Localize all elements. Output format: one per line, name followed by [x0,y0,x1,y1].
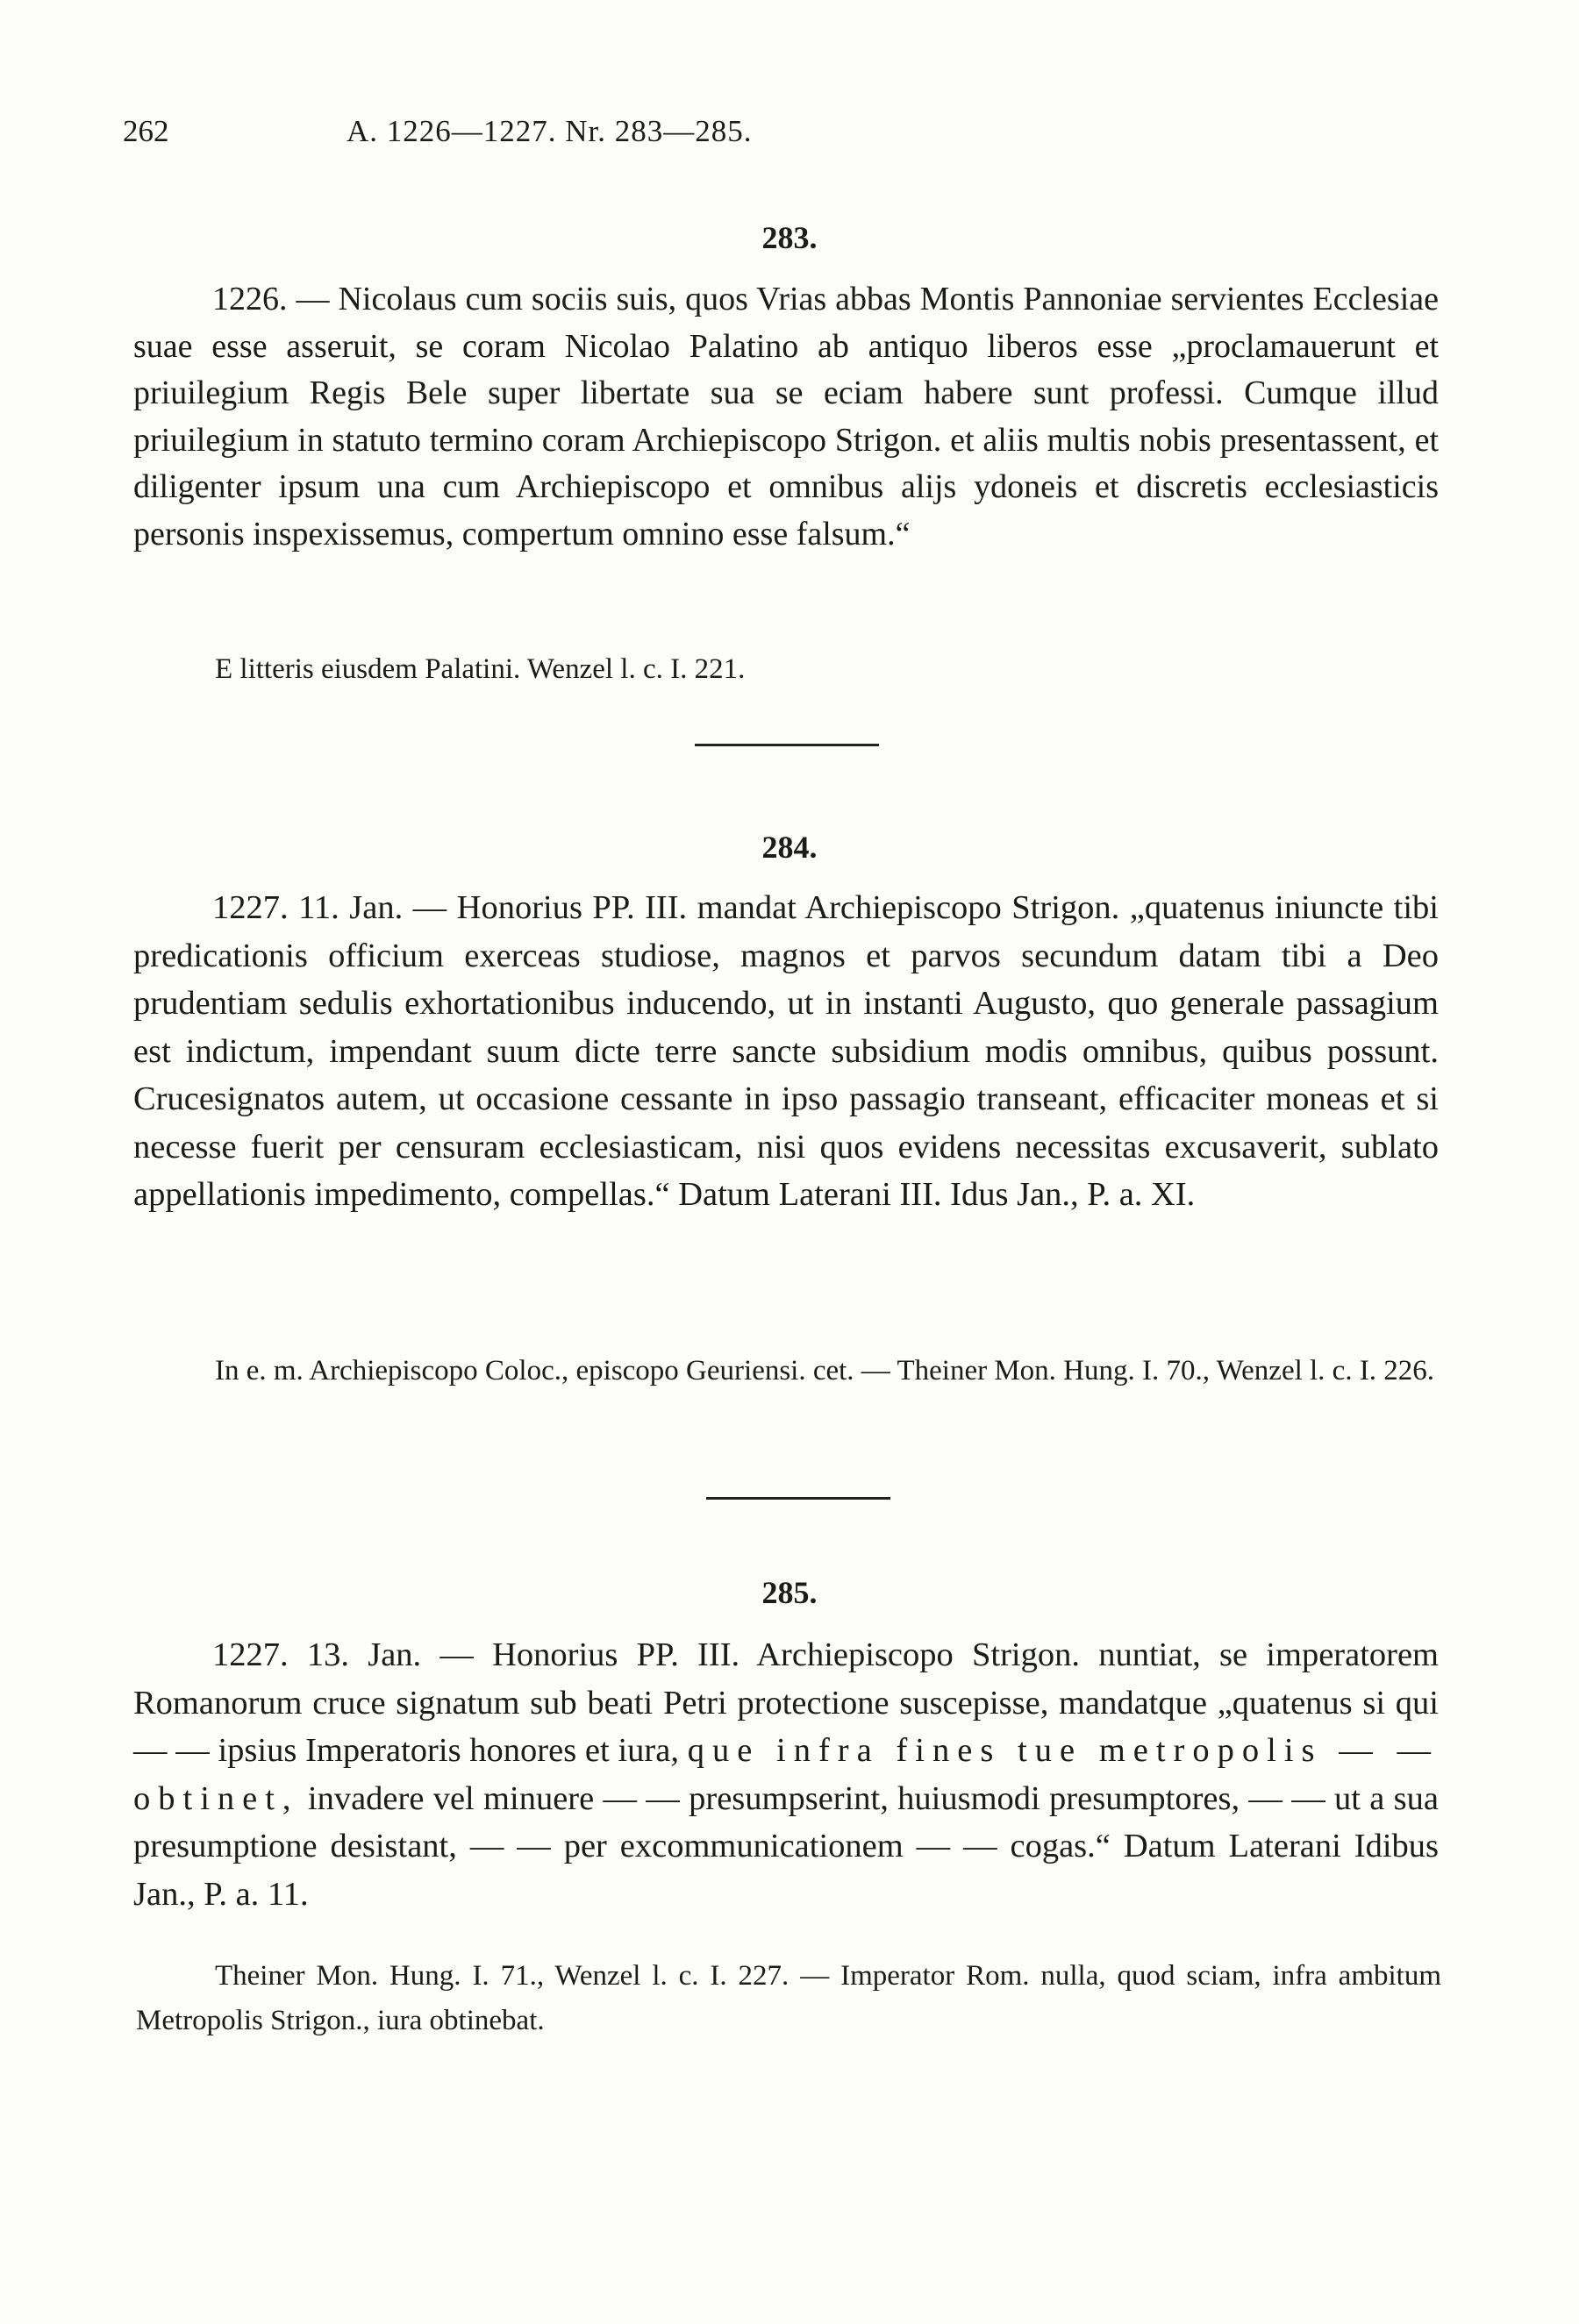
entry-text-284: 1227. 11. Jan. — Honorius PP. III. mandat Archiepiscopo Strigon. „quatenus iniuncte tibi predicationis officium exerceas studiose, magnos et parvos secundum datam tibi a Deo prudentiam sedulis exhortationibus inducendo, ut in instanti Augusto, quo generale passagium est indictum, impendant suum dicte terre sancte subsidium modis omnibus, quibus possunt. Crucesignatos autem, ut occasione cessante in ipso passagio transeant, efficaciter moneas et si necesse fuerit per censuram ecclesiasticam, nisi quos evidens necessitas excusaverit, sublato appellationis impedimento, compellas.“ Datum Laterani III. Idus Jan., P. a. XI. [133,889,1439,1213]
section-divider [706,1497,890,1500]
page-header [123,114,1456,158]
entry-text-285-part-a: 1227. 13. Jan. — Honorius PP. III. Archiepiscopo Strigon. nuntiat, se imperatorem Romanorum cruce signatum sub beati Petri protectione suscepisse, mandatque „quatenus si qui — — ipsius Imperatoris honores et iura, [133,1636,1439,1769]
page-number: 262 [123,114,169,148]
entry-source-284: In e. m. Archiepiscopo Coloc., episcopo Geuriensi. cet. — Theiner Mon. Hung. I. 70., Wenzel l. c. I. 226. [215,1355,1435,1387]
running-title: A. 1226—1227. Nr. 283—285. [347,114,753,148]
section-divider [695,744,879,746]
entry-number-285: 285. [761,1575,818,1610]
entry-number-284: 284. [761,830,818,865]
entry-text-283: 1226. — Nicolaus cum sociis suis, quos Vrias abbas Montis Pannoniae servientes Ecclesiae suae esse asseruit, se coram Nicolao Palatino ab antiquo liberos esse „proclamauerunt et priuilegium Regis Bele super libertate sua se eciam habere sunt professi. Cumque illud priuilegium in statuto termino coram Archiepiscopo Strigon. et aliis multis nobis presentassent, et diligenter ipsum una cum Archiepiscopo et omnibus alijs ydoneis et discretis ecclesiasticis personis inspexissemus, compertum omnino esse falsum.“ [133,281,1439,552]
entry-number-283: 283. [761,220,818,255]
entry-text-285 [133,1631,1439,1918]
entry-source-283: E litteris eiusdem Palatini. Wenzel l. c. I. 221. [215,653,746,685]
entry-source-285: Theiner Mon. Hung. I. 71., Wenzel l. c. I. 227. — Imperator Rom. nulla, quod sciam, infra ambitum Metropolis Strigon., iura obtinebat. [136,1960,1441,2036]
entry-text-285-part-b: invadere vel minuere — — presumpserint, huiusmodi presumptores, — — ut a sua presumptione desistant, — — per excommunicationem — — cogas.“ Datum Laterani Idibus Jan., P. a. 11. [133,1779,1440,1913]
entry-text-285-spaced: que infra fines tue metropolis — — obtinet, [133,1732,1439,1817]
